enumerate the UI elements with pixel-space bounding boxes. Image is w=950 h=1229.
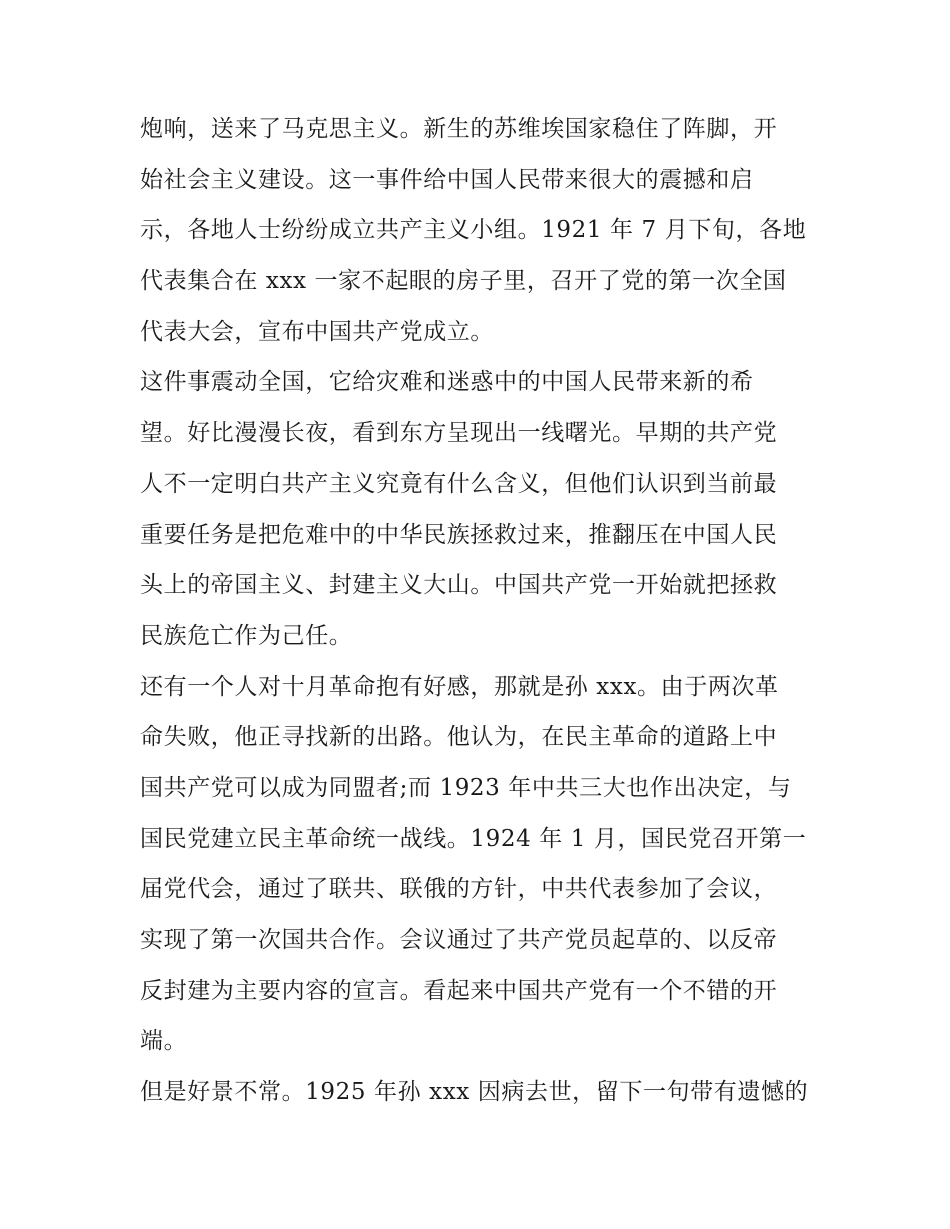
text-line: 国民党建立民主革命统一战线。1924 年 1 月，国民党召开第一 [140,825,807,852]
text-line: 民族危亡作为己任。 [140,622,353,649]
text-line: 炮响，送来了马克思主义。新生的苏维埃国家稳住了阵脚，开 [140,116,778,142]
text-line: 代表大会，宣布中国共产党成立。 [140,318,494,345]
text-line: 始社会主义建设。这一事件给中国人民带来很大的震撼和启 [140,166,754,193]
text-line: 人不一定明白共产主义究竟有什么含义，但他们认识到当前最 [140,470,778,497]
text-line: 代表集合在 xxx 一家不起眼的房子里，召开了党的第一次全国 [140,268,787,295]
text-line: 这件事震动全国，它给灾难和迷惑中的中国人民带来新的希 [140,369,754,396]
text-line: 反封建为主要内容的宣言。看起来中国共产党有一个不错的开 [140,977,778,1004]
body-text [140,104,812,1118]
text-line: 实现了第一次国共合作。会议通过了共产党员起草的、以反帝 [140,927,778,953]
text-line: 示，各地人士纷纷成立共产主义小组。1921 年 7 月下旬，各地 [140,217,807,244]
text-line: 端。 [140,1028,188,1055]
text-line: 还有一个人对十月革命抱有好感，那就是孙 xxx。由于两次革 [140,673,779,700]
text-line: 头上的帝国主义、封建主义大山。中国共产党一开始就把拯救 [140,572,778,599]
text-line: 但是好景不常。1925 年孙 xxx 因病去世，留下一句带有遗憾的 [140,1079,809,1106]
text-line: 重要任务是把危难中的中华民族拯救过来，推翻压在中国人民 [140,521,778,548]
text-line: 命失败，他正寻找新的出路。他认为，在民主革命的道路上中 [140,724,778,751]
text-line: 国共产党可以成为同盟者;而 1923 年中共三大也作出决定，与 [140,774,792,801]
text-line: 届党代会，通过了联共、联俄的方针，中共代表参加了会议， [140,876,778,903]
text-line: 望。好比漫漫长夜，看到东方呈现出一线曙光。早期的共产党 [140,420,778,447]
